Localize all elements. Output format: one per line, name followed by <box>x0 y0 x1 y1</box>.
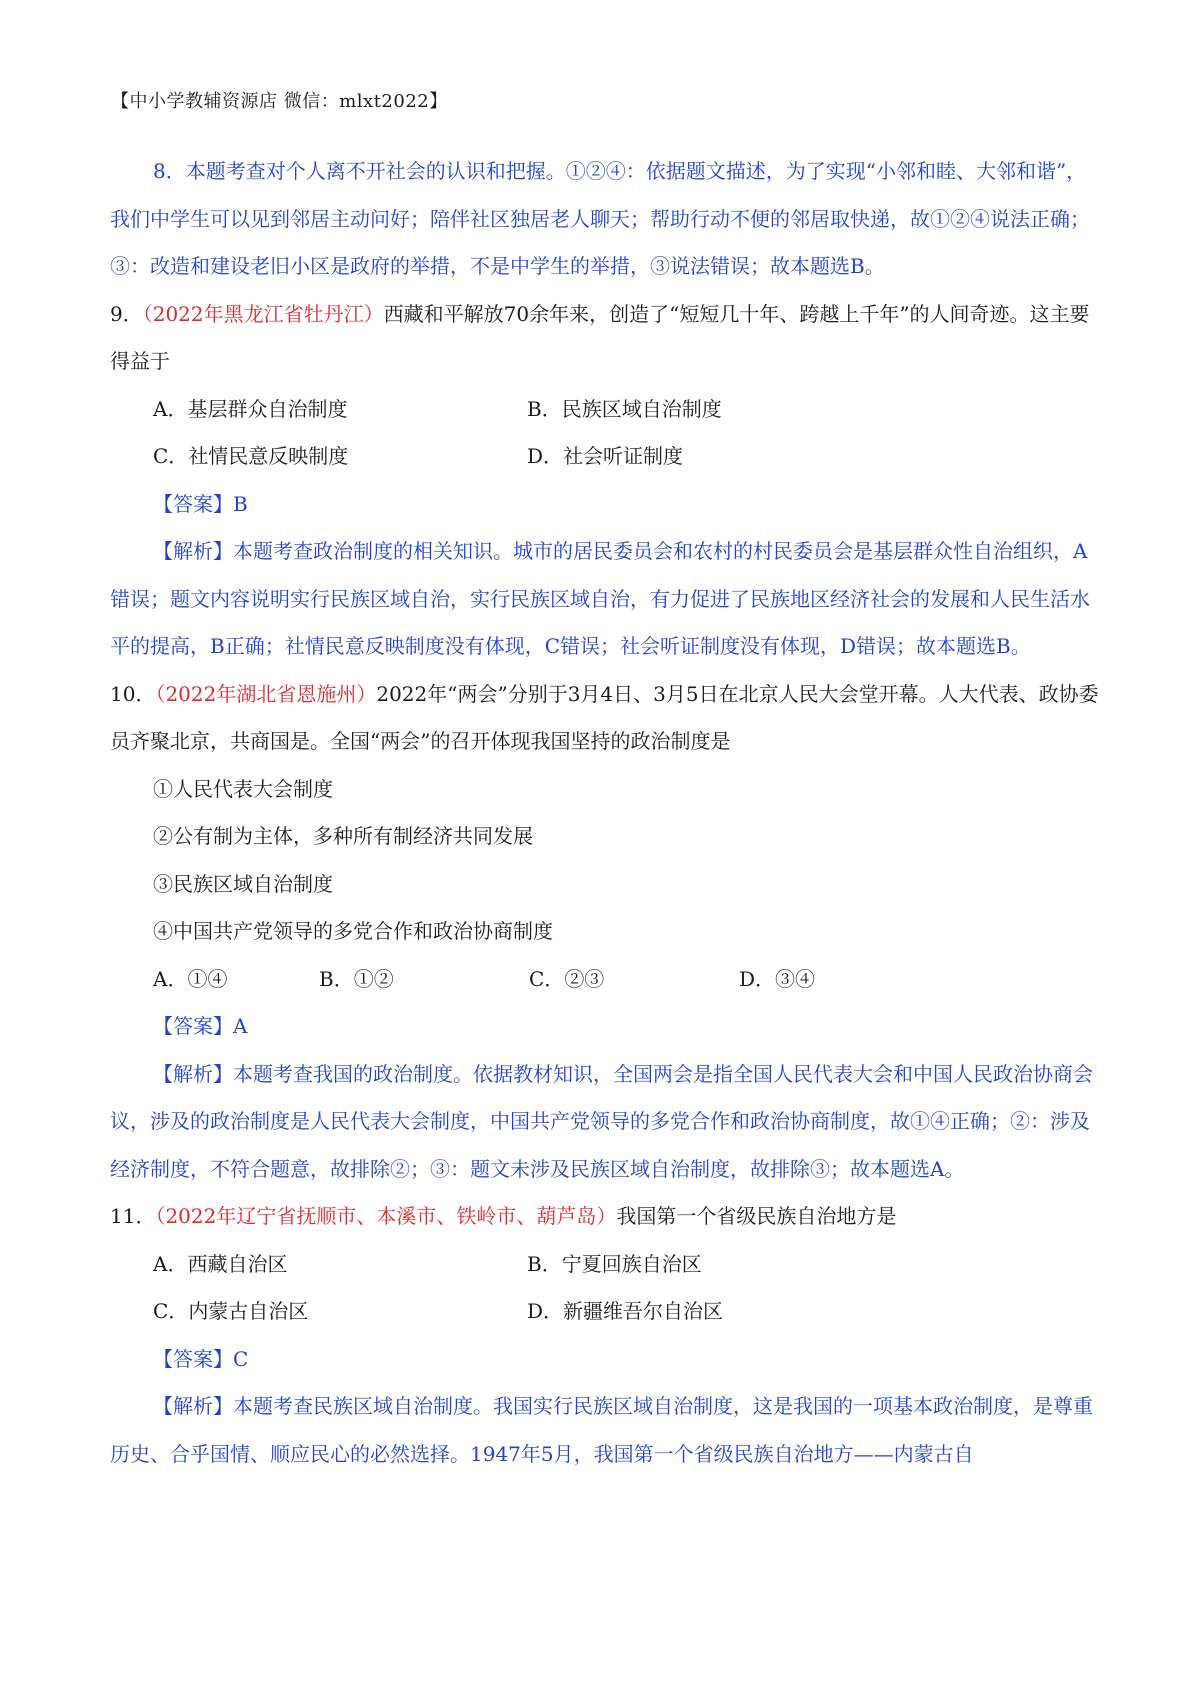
q10-item-1: ①人民代表大会制度 <box>153 776 333 801</box>
q9-question <box>110 291 1100 386</box>
q10-item-3: ③民族区域自治制度 <box>153 871 333 896</box>
q11-source: （2022年辽宁省抚顺市、本溪市、铁岭市、葫芦岛） <box>155 1204 617 1228</box>
q8-analysis: 8．本题考查对个人离不开社会的认识和把握。①②④：依据题文描述，为了实现“小邻和睦、大邻和谐”，我们中学生可以见到邻居主动问好；陪伴社区独居老人聊天；帮助行动不便的邻居取快递，故①②④说法正确；③：改造和建设老旧小区是政府的举措，不是中学生的举措，③说法错误；故本题选B。 <box>110 159 1090 278</box>
analysis-text: 本题考查我国的政治制度。依据教材知识，全国两会是指全国人民代表大会和中国人民政治协商会议，涉及的政治制度是人民代表大会制度，中国共产党领导的多党合作和政治协商制度，故①④正确；②：涉及经济制度，不符合题意，故排除②；③：题文未涉及民族区域自治制度，故排除③；故本题选A。 <box>110 1061 1093 1181</box>
q11-option-d: D．新疆维吾尔自治区 <box>527 1299 724 1323</box>
analysis-label: 【解析】 <box>153 539 233 563</box>
analysis-text: 本题考查民族区域自治制度。我国实行民族区域自治制度，这是我国的一项基本政治制度，是尊重历史、合乎国情、顺应民心的必然选择。1947年5月，我国第一个省级民族自治地方——内蒙古自 <box>110 1394 1093 1466</box>
q9-options-row-1 <box>110 386 1100 434</box>
answer-value: A <box>233 1014 248 1038</box>
q11-options-row-2 <box>110 1288 1100 1336</box>
q11-options-row-1 <box>110 1241 1100 1289</box>
page-header: 【中小学教辅资源店 微信：mlxt2022】 <box>111 91 448 112</box>
document-body <box>110 148 1100 1478</box>
q10-item-4: ④中国共产党领导的多党合作和政治协商制度 <box>153 919 553 943</box>
q10-source: （2022年湖北省恩施州） <box>155 681 377 706</box>
answer-value: B <box>233 491 248 516</box>
analysis-label: 【解析】 <box>153 1394 233 1418</box>
q9-answer <box>110 481 1100 529</box>
q11-option-b: B．宁夏回族自治区 <box>527 1251 702 1276</box>
q10-option-d: D．③④ <box>739 966 816 991</box>
q11-option-c: C．内蒙古自治区 <box>153 1299 309 1323</box>
q11-analysis <box>110 1383 1100 1478</box>
q10-answer <box>110 1003 1100 1051</box>
q9-option-c: C．社情民意反映制度 <box>153 444 349 468</box>
q9-options-row-2 <box>110 433 1100 481</box>
q10-stem: 2022年“两会”分别于3月4日、3月5日在北京人民大会堂开幕。人大代表、政协委员齐聚北京，共商国是。全国“两会”的召开体现我国坚持的政治制度是 <box>110 681 1099 753</box>
answer-value: C <box>233 1346 249 1371</box>
q9-option-b: B．民族区域自治制度 <box>527 396 722 421</box>
q10-number: 10． <box>110 681 156 706</box>
answer-label: 【答案】 <box>153 1346 233 1371</box>
q10-question <box>110 671 1100 766</box>
q9-analysis <box>110 528 1100 671</box>
q10-option-b: B．①② <box>319 966 394 991</box>
q10-option-a: A．①④ <box>153 966 228 991</box>
q11-question <box>110 1193 1100 1241</box>
answer-label: 【答案】 <box>153 1014 233 1038</box>
q9-option-a: A．基层群众自治制度 <box>153 396 348 421</box>
q9-source: （2022年黑龙江省牡丹江） <box>142 301 384 326</box>
q10-analysis <box>110 1051 1100 1194</box>
q11-answer <box>110 1336 1100 1384</box>
q9-number: 9． <box>110 301 143 326</box>
q9-option-d: D．社会听证制度 <box>527 444 684 468</box>
q10-item-2: ②公有制为主体，多种所有制经济共同发展 <box>153 824 533 848</box>
q11-option-a: A．西藏自治区 <box>153 1251 288 1276</box>
q11-stem: 我国第一个省级民族自治地方是 <box>616 1204 897 1228</box>
q10-option-c: C．②③ <box>529 966 605 991</box>
analysis-text: 本题考查政治制度的相关知识。城市的居民委员会和农村的村民委员会是基层群众性自治组织，A错误；题文内容说明实行民族区域自治，实行民族区域自治，有力促进了民族地区经济社会的发展和人民生活水平的提高，B正确；社情民意反映制度没有体现，C错误；社会听证制度没有体现，D错误；故本题选B。 <box>110 539 1090 658</box>
q9-stem: 西藏和平解放70余年来，创造了“短短几十年、跨越上千年”的人间奇迹。这主要得益于 <box>110 301 1090 373</box>
q11-number: 11． <box>110 1204 156 1228</box>
answer-label: 【答案】 <box>153 491 233 516</box>
q10-options-row <box>110 956 1100 1004</box>
analysis-label: 【解析】 <box>153 1061 233 1086</box>
